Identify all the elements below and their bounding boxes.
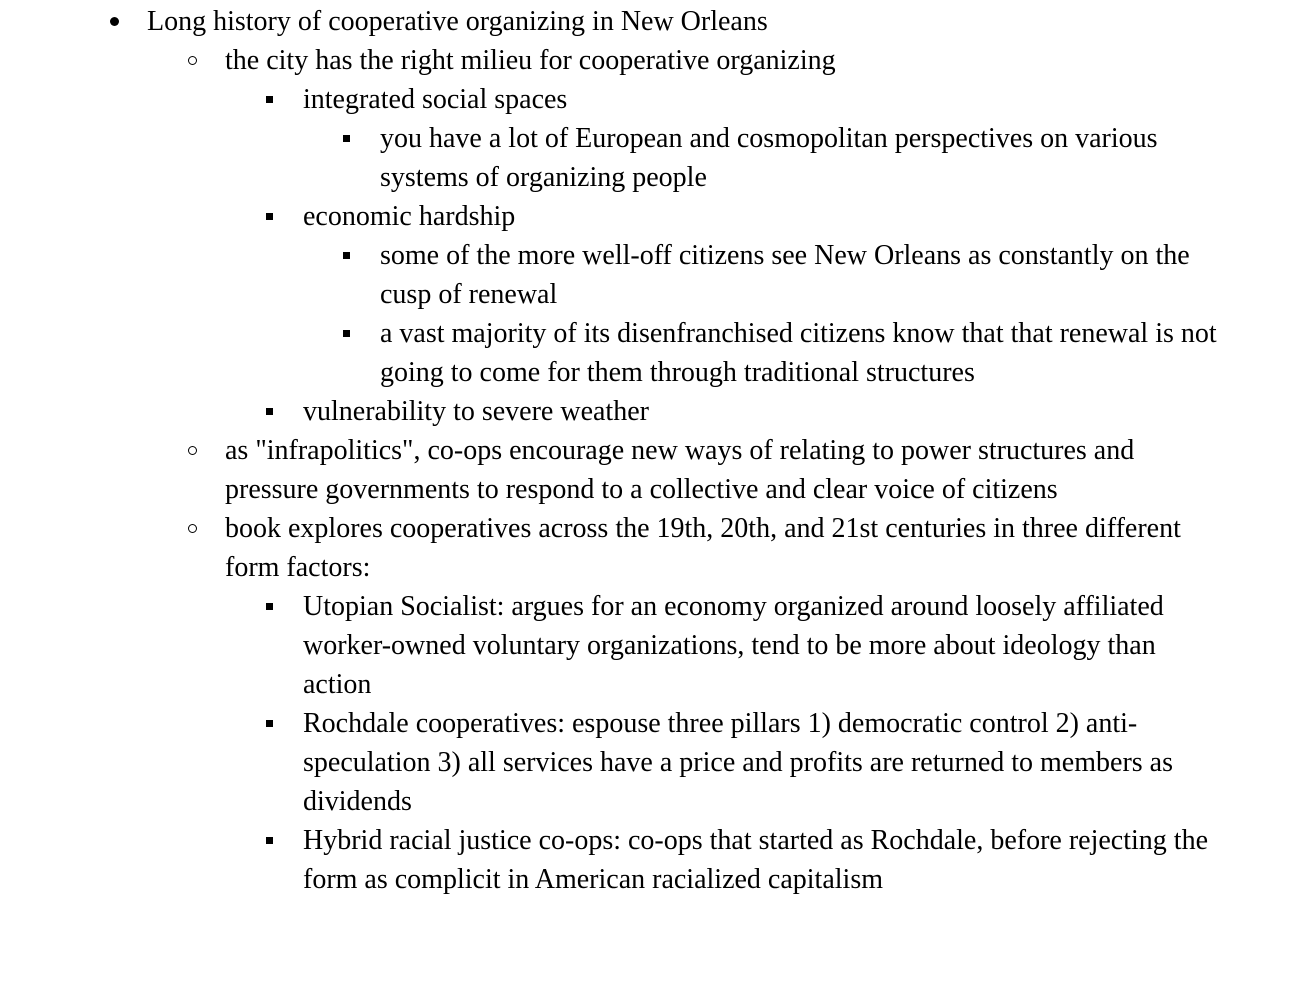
bullet-square-icon	[264, 587, 303, 626]
list-item	[0, 821, 1306, 899]
bullet-square-icon	[341, 236, 380, 275]
bullet-circle-icon	[186, 41, 225, 80]
list-item	[0, 2, 1306, 41]
list-item-text: Utopian Socialist: argues for an economy organized around loosely affiliated worker-owned voluntary organizations, tend to be more about ideology than action	[303, 591, 1164, 700]
list-item	[0, 431, 1306, 509]
list-item-text: as "infrapolitics", co-ops encourage new ways of relating to power structures and pressure governments to respond to a collective and clear voice of citizens	[225, 435, 1135, 505]
list-item-text: economic hardship	[303, 201, 516, 232]
bullet-square-icon	[264, 197, 303, 236]
list-item-text: the city has the right milieu for cooperative organizing	[225, 45, 836, 76]
list-item-text: integrated social spaces	[303, 84, 568, 115]
list-item	[0, 80, 1306, 119]
list-item	[0, 392, 1306, 431]
list-item	[0, 704, 1306, 821]
list-item-text: Rochdale cooperatives: espouse three pillars 1) democratic control 2) anti-speculation 3) all services have a price and profits are returned to members as dividends	[303, 708, 1173, 817]
list-item-text: some of the more well-off citizens see New Orleans as constantly on the cusp of renewal	[380, 240, 1190, 310]
bullet-circle-icon	[186, 509, 225, 548]
bullet-square-icon	[264, 821, 303, 860]
bullet-square-icon	[341, 314, 380, 353]
list-item-text: a vast majority of its disenfranchised citizens know that that renewal is not going to come for them through traditional structures	[380, 318, 1217, 388]
list-item	[0, 314, 1306, 392]
bullet-square-icon	[341, 119, 380, 158]
list-item	[0, 197, 1306, 236]
bullet-square-icon	[264, 704, 303, 743]
bullet-square-icon	[264, 392, 303, 431]
list-item-text: Hybrid racial justice co-ops: co-ops that started as Rochdale, before rejecting the form as complicit in American racialized capitalism	[303, 825, 1208, 895]
list-item-text: book explores cooperatives across the 19th, 20th, and 21st centuries in three different form factors:	[225, 513, 1181, 583]
list-item	[0, 119, 1306, 197]
list-item	[0, 509, 1306, 587]
list-item-text: vulnerability to severe weather	[303, 396, 649, 427]
list-item	[0, 41, 1306, 80]
list-item-text: you have a lot of European and cosmopolitan perspectives on various systems of organizing people	[380, 123, 1158, 193]
bullet-square-icon	[264, 80, 303, 119]
bullet-disc-icon	[108, 2, 147, 41]
list-item	[0, 236, 1306, 314]
list-item-text: Long history of cooperative organizing in New Orleans	[147, 6, 768, 37]
bullet-circle-icon	[186, 431, 225, 470]
list-item	[0, 587, 1306, 704]
